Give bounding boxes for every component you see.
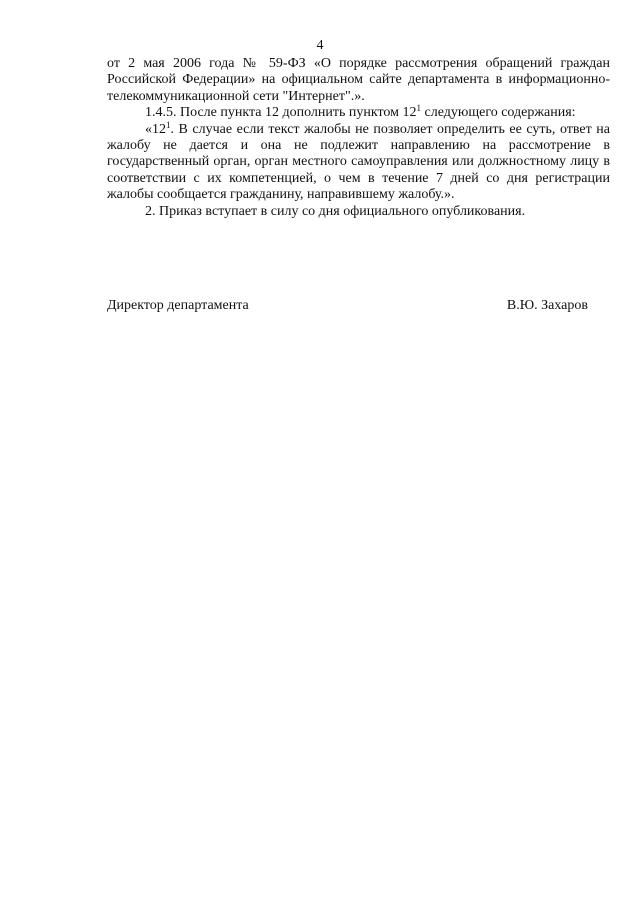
signature-block — [107, 298, 588, 314]
item-text: 1.4.5. После пункта 12 дополнить пунктом 12 — [145, 105, 417, 121]
paragraph-item-1-4-5 — [107, 105, 610, 121]
signatory-position: Директор департамента — [107, 298, 249, 313]
point-number: «12 — [145, 121, 166, 137]
paragraph-item-2: 2. Приказ вступает в силу со дня официального опубликования. — [145, 203, 526, 219]
superscript: 1 — [166, 119, 171, 130]
signatory-name: В.Ю. Захаров — [506, 298, 588, 313]
superscript: 1 — [416, 103, 422, 114]
point-text: . В случае если текст жалобы не позволяет определить ее суть, ответ на жалобу не дается и она не подлежит направлению на рассмотрение в государственный орган, орган местного самоуправления или должностному лицу в соответствии с их компетенцией, о чем в течение 7 дней со дня регистрации жалобы сообщается гражданину, направившему жалобу.». — [107, 121, 610, 203]
paragraph-continuation: от 2 мая 2006 года № 59-ФЗ «О порядке рассмотрения обращений граждан Российской Федерации» на официальном сайте департамента в информационно-телекоммуникационной сети "Интернет".». — [107, 56, 610, 104]
page-number: 4 — [316, 38, 324, 53]
document-body — [107, 56, 610, 220]
paragraph-point-12-1 — [107, 119, 610, 204]
item-text-tail: следующего содержания: — [421, 105, 576, 121]
